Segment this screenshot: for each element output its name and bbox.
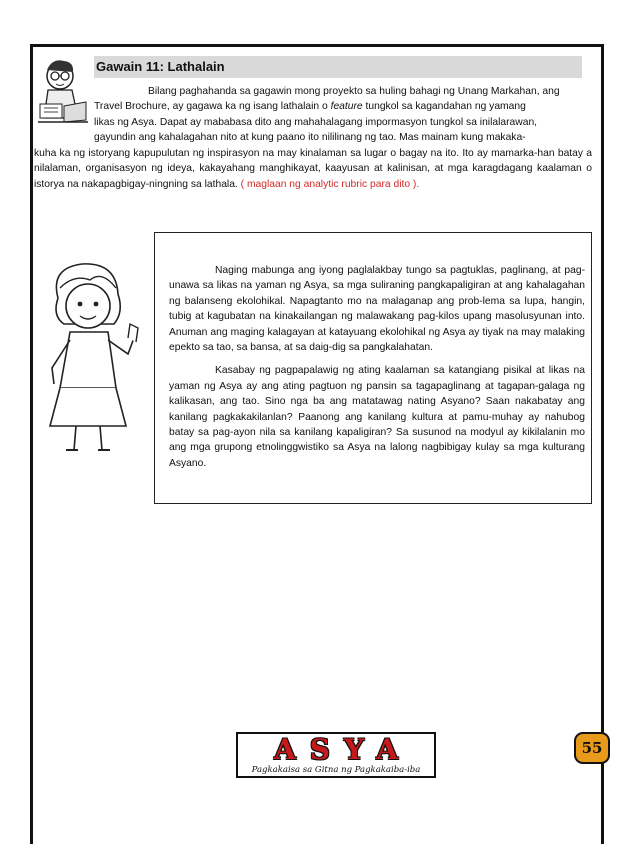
rubric-note: ( maglaan ng analytic rubric para dito ). [240, 178, 420, 190]
reflection-paragraph-2: Kasabay ng pagpapalawig ng ating kaalaman sa katangiang pisikal at likas na yaman ng Asya ay ang ating pagtuon ng pansin sa tagapaglinang at tagapan-galaga ng kalikasan, ang tao. Sino nga ba ang matatawag nating Asyano? Saan nakabatay ang kanilang pagkakakilanlan? Paanong ang kanilang kultura at pamu-muhay ay nahubog batay sa pag-ayon nila sa kanilang kapaligiran? Sa susunod na modyul ay kikilalanin mo ang mga grupong etnolinggwistiko sa Asya na lalong nagbibigay kulay sa mga kulturang Asyano. [169, 365, 585, 469]
thumbs-up-girl-illustration [30, 258, 152, 458]
page-number-badge: 55 [574, 732, 610, 764]
intro-paragraph-continuation: kuha ka ng istoryang kapupulutan ng inspirasyon na may kinalaman sa lugar o bagay na ito. Ito ay mamarka-han batay a nilalaman, organisasyon ng ideya, kakayahang manghikayat, kaayusan at kalinisan, at mga karagdagang kaalaman o istorya na nakapagbigay-ningning sa lathala. ( maglaan ng analytic rubric para dito ). [34, 148, 592, 190]
reflection-paragraph-1: Naging mabunga ang iyong paglalakbay tungo sa pagtuklas, paglinang, at pag-unawa sa likas na yaman ng Asya, sa mga suliraning pangkapaligiran at ang kahalagahan ng balanseng ekolohikal. Napagtanto mo na malaganap ang prob-lema sa lupa, hangin, tubig at kagubatan na kinakailangan ng malawakang pag-kilos upang masolusyunan into. Anuman ang maging kalagayan at katayuang ekolohikal ng Asya ay tiyak na may malaking epekto sa tao, sa bansa, at sa daig-dig sa pangkalahatan. [169, 265, 585, 354]
intro-paragraph-start: Bilang paghahanda sa gagawin mong proyekto sa huling bahagi ng Unang Markahan, ang Travel Brochure, ay gagawa ka ng isang lathalain o feature tungkol sa kagandahan ng yamang likas ng Asya. Dapat ay mababasa dito ang mahahalagang impormasyon tungkol sa inilalarawan, gayundin ang kahalagahan nito at kung paano ito nililinang ng tao. Mas mainam kung makaka- [94, 86, 560, 144]
activity-title: Gawain 11: Lathalain [94, 56, 582, 78]
reflection-text-box [154, 232, 592, 504]
cartoon-reader-icon [34, 54, 90, 130]
asya-logo: ASYA Pagkakaisa sa Gitna ng Pagkakaiba-iba [236, 732, 436, 778]
